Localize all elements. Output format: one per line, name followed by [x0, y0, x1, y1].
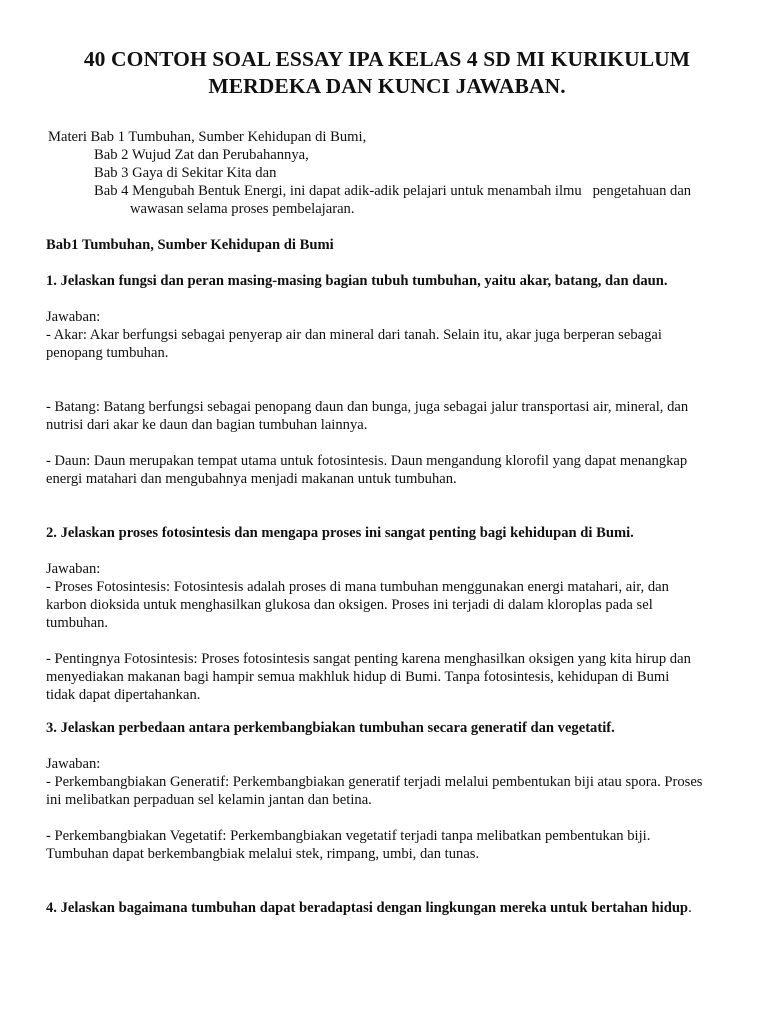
title-line-2: MERDEKA DAN KUNCI JAWABAN. — [208, 74, 566, 98]
materi-line-3: Bab 3 Gaya di Sekitar Kita dan — [94, 165, 277, 181]
materi-list — [46, 128, 728, 218]
answer-line: tidak dapat dipertahankan. — [46, 687, 201, 703]
question-1: 1. Jelaskan fungsi dan peran masing-masing bagian tubuh tumbuhan, yaitu akar, batang, dan daun. — [46, 273, 668, 289]
q2-jawaban-label: Jawaban: — [46, 561, 101, 577]
section-heading: Bab1 Tumbuhan, Sumber Kehidupan di Bumi — [46, 237, 334, 253]
q3-answer-generatif — [46, 773, 728, 809]
answer-line: menyediakan makanan bagi hampir semua makhluk hidup di Bumi. Tanpa fotosintesis, kehidupan di Bumi — [46, 669, 670, 685]
materi-line-5: wawasan selama proses pembelajaran. — [130, 201, 355, 217]
answer-line: - Pentingnya Fotosintesis: Proses fotosintesis sangat penting karena menghasilkan oksigen yang kita hirup dan — [46, 651, 691, 667]
q3-jawaban-label: Jawaban: — [46, 756, 101, 772]
answer-line: - Daun: Daun merupakan tempat utama untuk fotosintesis. Daun mengandung klorofil yang dapat menangkap — [46, 453, 688, 469]
answer-line: - Proses Fotosintesis: Fotosintesis adalah proses di mana tumbuhan menggunakan energi matahari, air, dan — [46, 579, 669, 595]
answer-line: - Perkembangbiakan Generatif: Perkembangbiakan generatif terjadi melalui pembentukan biji atau spora. Proses — [46, 774, 703, 790]
question-4-period: . — [688, 900, 692, 916]
answer-line: Tumbuhan dapat berkembangbiak melalui stek, rimpang, umbi, dan tunas. — [46, 846, 480, 862]
q2-answer-pentingnya — [46, 650, 728, 704]
answer-line: tumbuhan. — [46, 615, 109, 631]
answer-line: nutrisi dari akar ke daun dan bagian tumbuhan lainnya. — [46, 417, 368, 433]
q2-answer-proses — [46, 578, 728, 632]
answer-line: - Batang: Batang berfungsi sebagai penopang daun dan bunga, juga sebagai jalur transportasi air, mineral, dan — [46, 399, 689, 415]
answer-line: karbon dioksida untuk menghasilkan glukosa dan oksigen. Proses ini terjadi di dalam kloroplas pada sel — [46, 597, 653, 613]
answer-line: penopang tumbuhan. — [46, 345, 169, 361]
question-4-text: 4. Jelaskan bagaimana tumbuhan dapat beradaptasi dengan lingkungan mereka untuk bertahan hidup — [46, 900, 689, 916]
answer-line: - Akar: Akar berfungsi sebagai penyerap air dan mineral dari tanah. Selain itu, akar juga berperan sebagai — [46, 327, 662, 343]
q1-jawaban-label: Jawaban: — [46, 309, 101, 325]
q3-answer-vegetatif — [46, 827, 728, 863]
question-3: 3. Jelaskan perbedaan antara perkembangbiakan tumbuhan secara generatif dan vegetatif. — [46, 720, 615, 736]
question-4 — [46, 899, 728, 917]
q1-answer-daun — [46, 452, 728, 488]
materi-line-4: Bab 4 Mengubah Bentuk Energi, ini dapat adik-adik pelajari untuk menambah ilmu pengetahuan dan — [94, 183, 692, 199]
question-2: 2. Jelaskan proses fotosintesis dan mengapa proses ini sangat penting bagi kehidupan di Bumi. — [46, 525, 634, 541]
answer-line: energi matahari dan mengubahnya menjadi makanan untuk tumbuhan. — [46, 471, 457, 487]
title-line-1: 40 CONTOH SOAL ESSAY IPA KELAS 4 SD MI KURIKULUM — [83, 47, 691, 71]
q1-answer-batang — [46, 398, 728, 434]
materi-line-1: Materi Bab 1 Tumbuhan, Sumber Kehidupan di Bumi, — [48, 129, 367, 145]
answer-line: - Perkembangbiakan Vegetatif: Perkembangbiakan vegetatif terjadi tanpa melibatkan pembentukan biji. — [46, 828, 651, 844]
answer-line: ini melibatkan perpaduan sel kelamin jantan dan betina. — [46, 792, 372, 808]
document-title — [46, 46, 728, 100]
q1-answer-akar — [46, 326, 728, 362]
materi-line-2: Bab 2 Wujud Zat dan Perubahannya, — [94, 147, 309, 163]
